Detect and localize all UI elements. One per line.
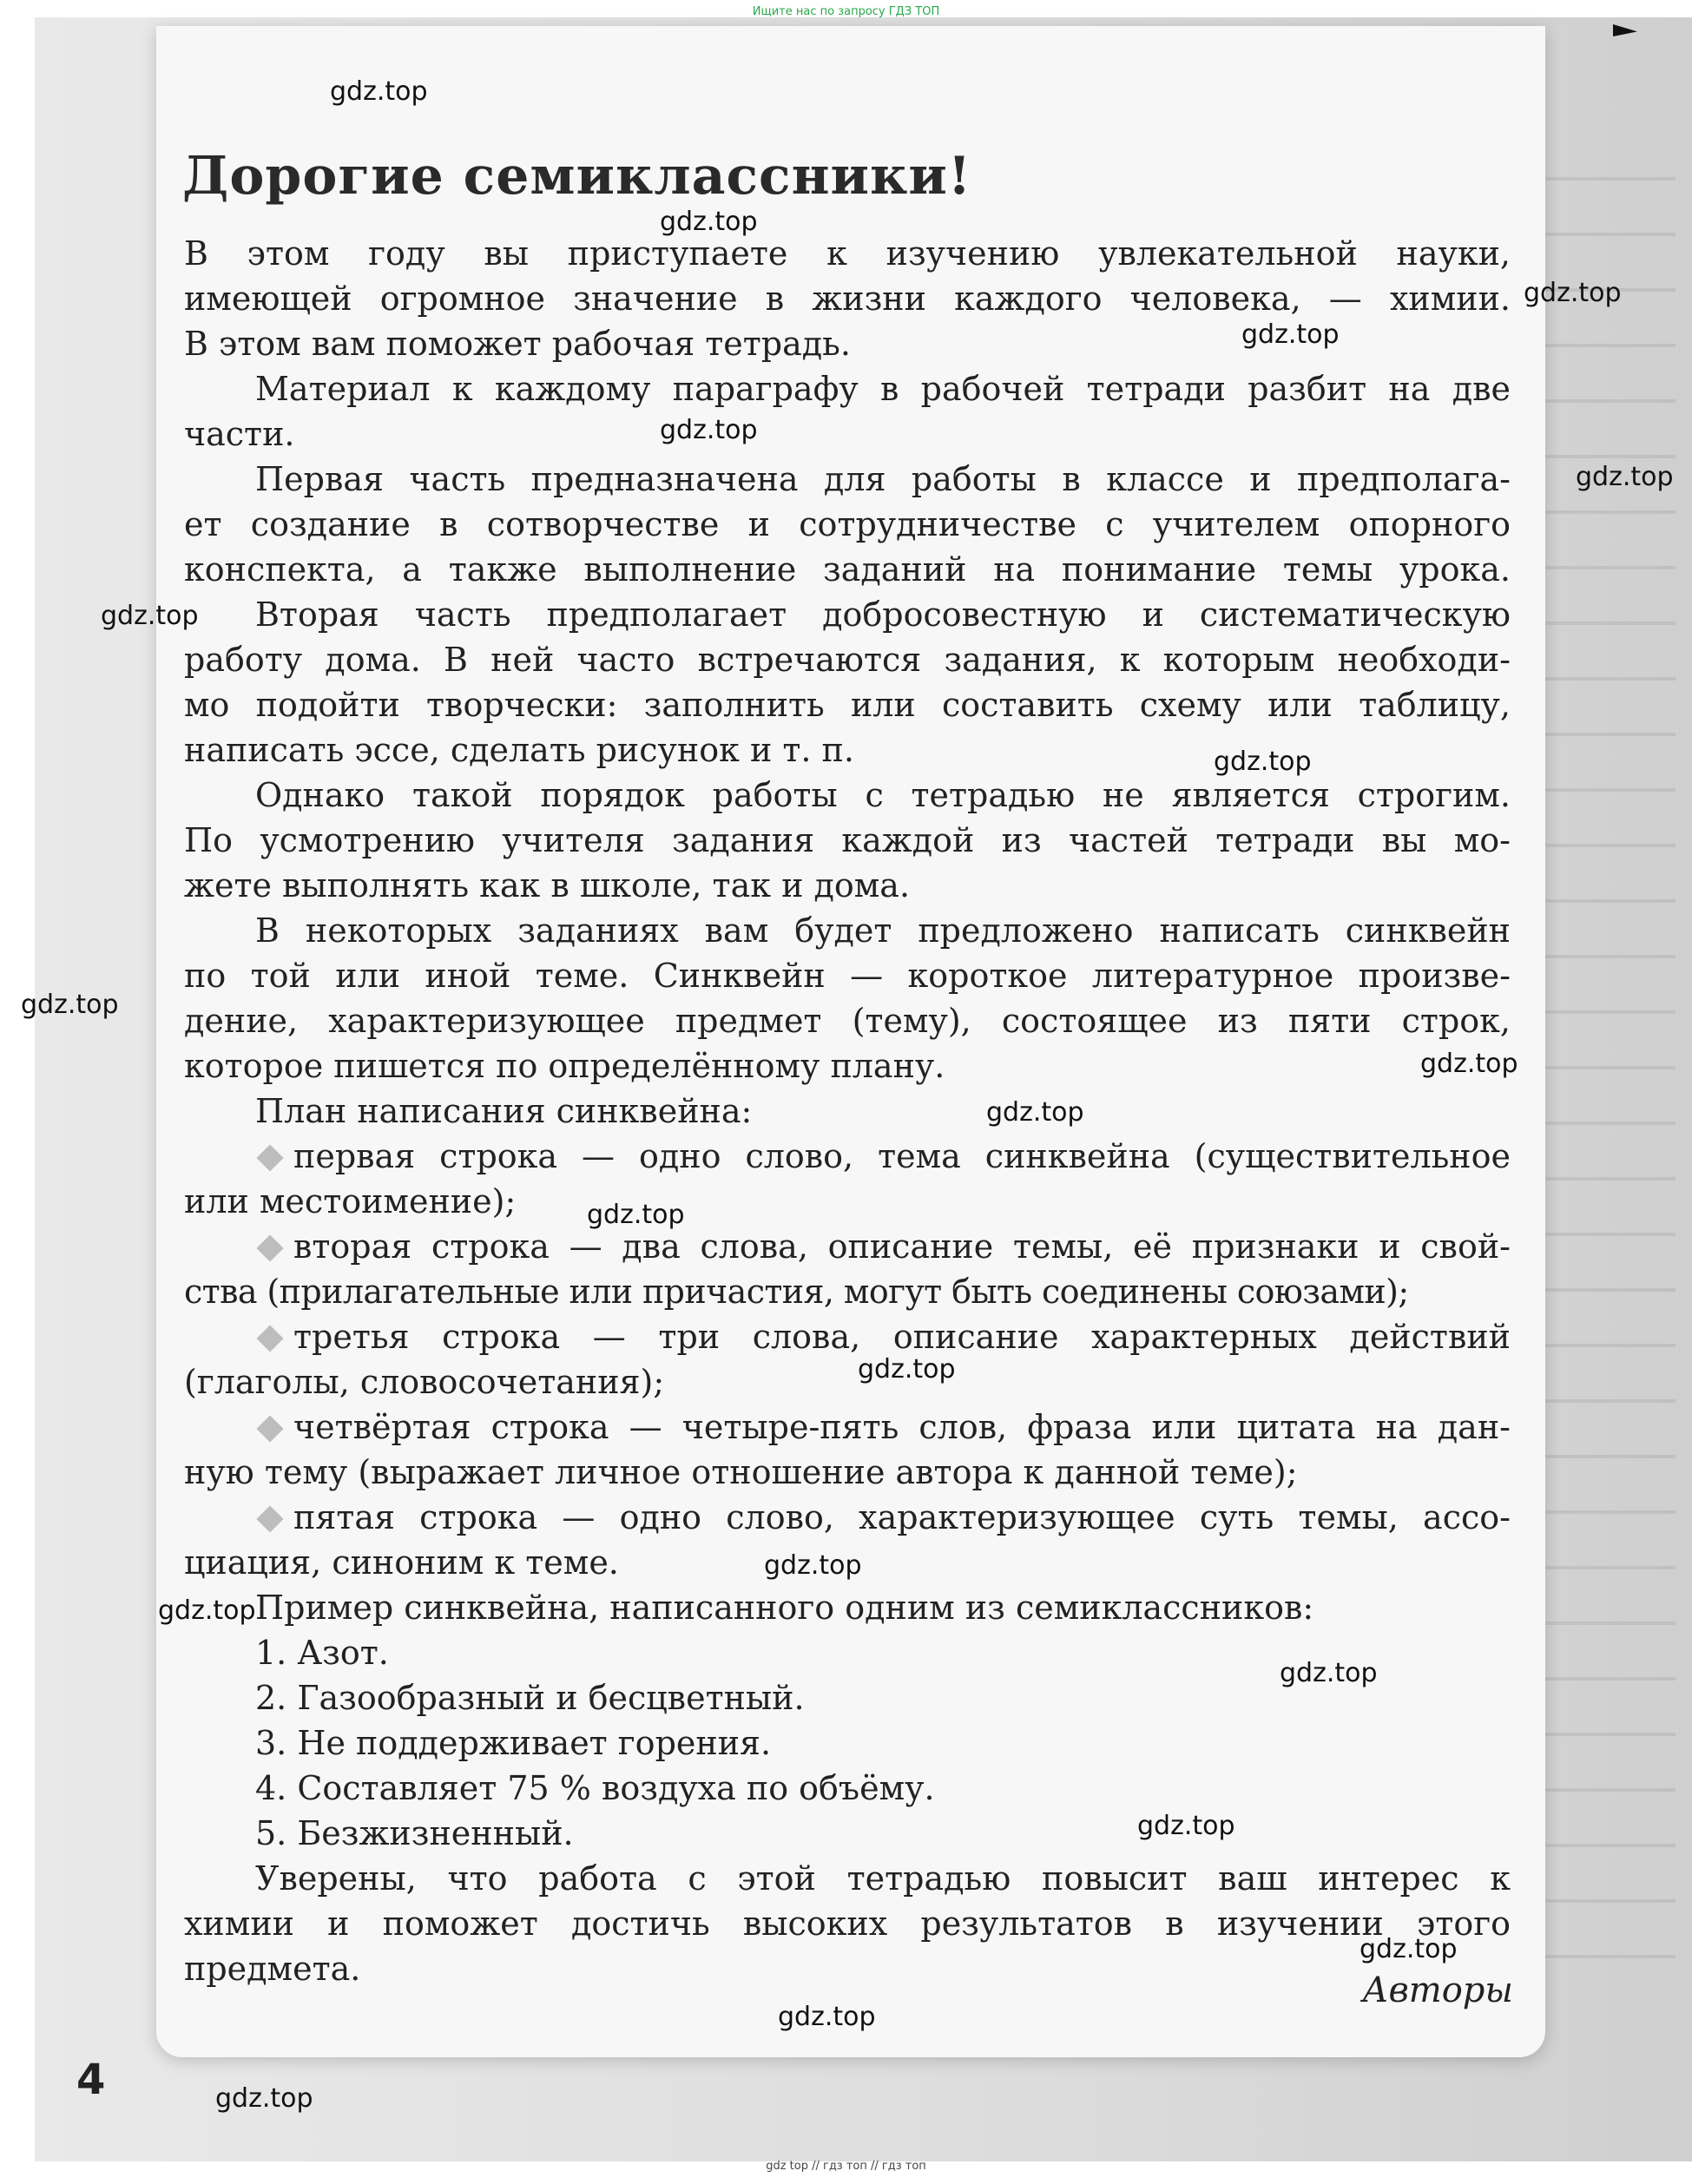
page-number: 4 bbox=[76, 2056, 106, 2104]
watermark: gdz.top bbox=[1420, 1049, 1518, 1079]
text-line: Вторая часть предполагает добросовестную и систематическую bbox=[255, 595, 1511, 634]
watermark: gdz.top bbox=[1137, 1811, 1235, 1841]
watermark: gdz.top bbox=[101, 601, 199, 631]
text-line: В некоторых заданиях вам будет предложено написать синквейн bbox=[255, 911, 1511, 950]
watermark: gdz.top bbox=[1280, 1658, 1378, 1688]
watermark: gdz.top bbox=[587, 1200, 685, 1230]
bullet-diamond-icon bbox=[256, 1325, 283, 1352]
watermark: gdz.top bbox=[1214, 747, 1312, 777]
watermark: gdz.top bbox=[660, 207, 758, 237]
plan-item: пятая строка — одно слово, характеризующее суть темы, ассо- bbox=[255, 1497, 1511, 1538]
plan-item-cont: ства (прилагательные или причастия, могут быть соединены союзами); bbox=[184, 1273, 1409, 1311]
plan-item: третья строка — три слова, описание характерных действий bbox=[255, 1316, 1511, 1358]
text-line: написать эссе, сделать рисунок и т. п. bbox=[184, 731, 854, 769]
watermark: gdz.top bbox=[858, 1354, 956, 1385]
watermark: gdz.top bbox=[158, 1595, 256, 1626]
text-line: части. bbox=[184, 415, 295, 453]
bullet-diamond-icon bbox=[256, 1234, 283, 1261]
plan-item-cont: (глаголы, словосочетания); bbox=[184, 1363, 665, 1401]
header-note: Ищите нас по запросу ГДЗ ТОП bbox=[752, 5, 940, 18]
text-line: ет создание в сотворчестве и сотрудничестве с учителем опорного bbox=[184, 505, 1511, 543]
watermark: gdz.top bbox=[764, 1550, 862, 1581]
closing-line: химии и поможет достичь высоких результатов в изучении этого bbox=[184, 1904, 1511, 1943]
text-line: Материал к каждому параграфу в рабочей тетради разбит на две bbox=[255, 370, 1511, 408]
watermark: gdz.top bbox=[21, 990, 119, 1020]
plan-item: вторая строка — два слова, описание темы, её признаки и свой- bbox=[255, 1226, 1511, 1267]
text-line: которое пишется по определённому плану. bbox=[184, 1047, 945, 1085]
plan-item: первая строка — одно слово, тема синквейна (существительное bbox=[255, 1135, 1511, 1177]
bullet-diamond-icon bbox=[256, 1505, 283, 1532]
text-line: работу дома. В ней часто встречаются задания, к которым необходи- bbox=[184, 641, 1511, 679]
plan-item: четвёртая строка — четыре-пять слов, фраза или цитата на дан- bbox=[255, 1406, 1511, 1448]
text-line: В этом вам поможет рабочая тетрадь. bbox=[184, 325, 851, 363]
text-line: жете выполнять как в школе, так и дома. bbox=[184, 866, 911, 905]
text-line: По усмотрению учителя задания каждой из частей тетради вы мо- bbox=[184, 821, 1511, 859]
example-item: 3. Не поддерживает горения. bbox=[255, 1724, 772, 1762]
example-item: 1. Азот. bbox=[255, 1634, 389, 1672]
watermark: gdz.top bbox=[330, 76, 428, 107]
text-line: дение, характеризующее предмет (тему), состоящее из пяти строк, bbox=[184, 1002, 1511, 1040]
text-line: План написания синквейна: bbox=[255, 1092, 753, 1130]
footer-note: gdz top // гдз топ // гдз топ bbox=[766, 2160, 926, 2173]
watermark: gdz.top bbox=[660, 415, 758, 445]
watermark: gdz.top bbox=[215, 2083, 313, 2114]
text-line: Первая часть предназначена для работы в классе и предполага- bbox=[255, 460, 1511, 498]
text-line: мо подойти творчески: заполнить или составить схему или таблицу, bbox=[184, 686, 1511, 724]
plan-item-cont: ную тему (выражает личное отношение автора к данной теме); bbox=[184, 1453, 1298, 1491]
watermark: gdz.top bbox=[1576, 462, 1674, 492]
closing-line: предмета. bbox=[184, 1950, 361, 1988]
watermark: gdz.top bbox=[1360, 1934, 1458, 1964]
example-intro: Пример синквейна, написанного одним из семиклассников: bbox=[255, 1589, 1314, 1627]
signature: Авторы bbox=[1362, 1970, 1513, 2010]
example-item: 4. Составляет 75 % воздуха по объёму. bbox=[255, 1769, 935, 1807]
watermark: gdz.top bbox=[1524, 278, 1622, 308]
example-item: 2. Газообразный и бесцветный. bbox=[255, 1679, 805, 1717]
bullet-diamond-icon bbox=[256, 1144, 283, 1171]
example-item: 5. Безжизненный. bbox=[255, 1814, 574, 1852]
bullet-diamond-icon bbox=[256, 1415, 283, 1442]
watermark: gdz.top bbox=[1241, 319, 1340, 350]
text-line: Однако такой порядок работы с тетрадью не является строгим. bbox=[255, 776, 1511, 814]
text-line: конспекта, а также выполнение заданий на понимание темы урока. bbox=[184, 550, 1511, 589]
watermark: gdz.top bbox=[778, 2002, 876, 2032]
closing-line: Уверены, что работа с этой тетрадью повысит ваш интерес к bbox=[255, 1859, 1511, 1898]
plan-item-cont: или местоимение); bbox=[184, 1182, 517, 1220]
plan-item-cont: циация, синоним к теме. bbox=[184, 1543, 619, 1582]
text-line: имеющей огромное значение в жизни каждого человека, — химии. bbox=[184, 280, 1511, 318]
page-title: Дорогие семиклассники! bbox=[182, 146, 972, 207]
text-line: по той или иной теме. Синквейн — короткое литературное произве- bbox=[184, 957, 1511, 995]
text-line: В этом году вы приступаете к изучению увлекательной науки, bbox=[184, 234, 1511, 273]
watermark: gdz.top bbox=[986, 1097, 1084, 1128]
